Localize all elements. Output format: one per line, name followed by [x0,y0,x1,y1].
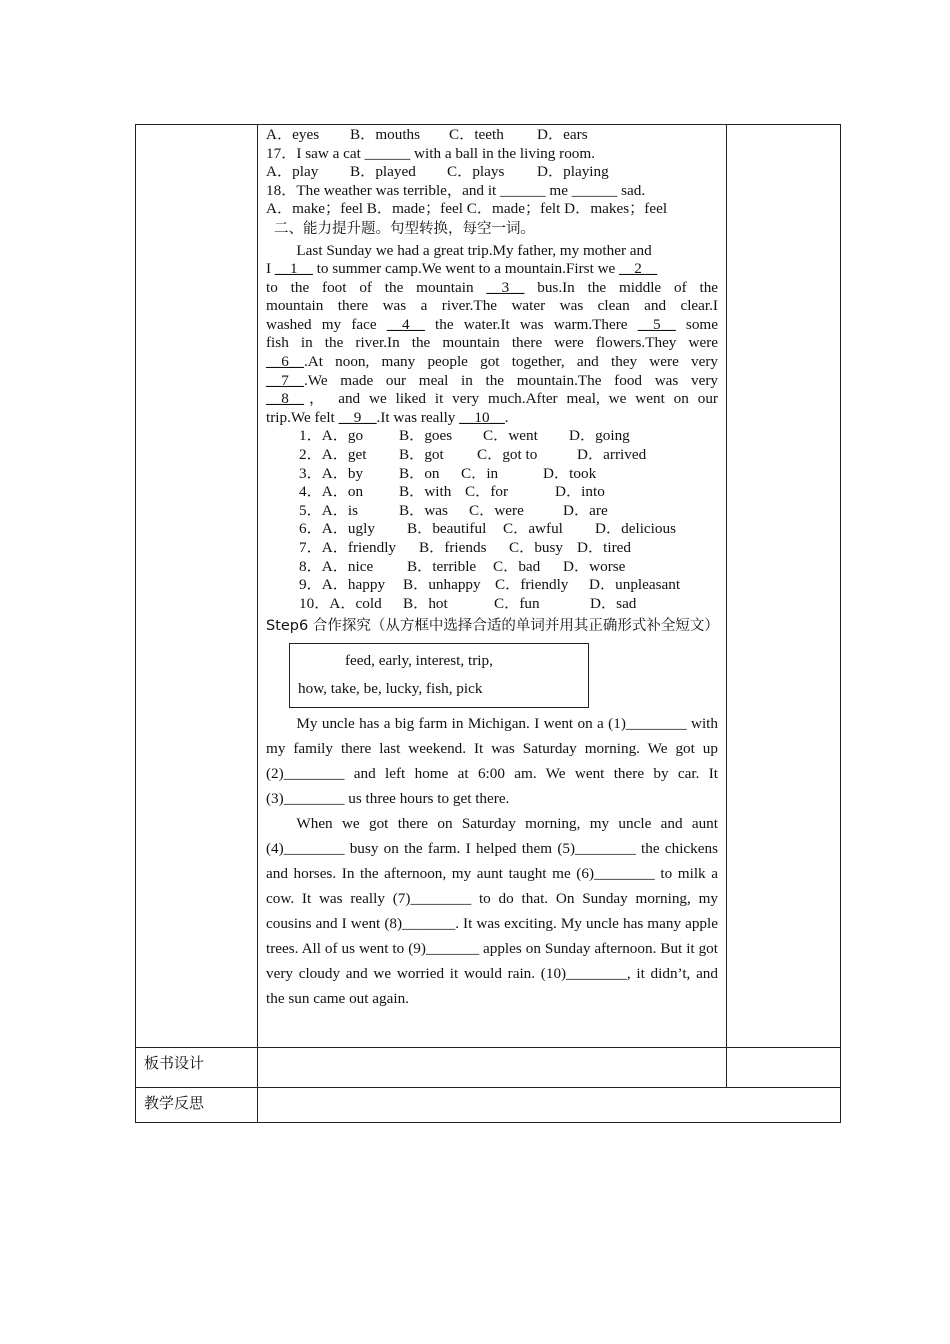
reflection-label: 教学反思 [136,1088,258,1123]
board-design-cell [258,1048,727,1088]
board-design-label: 板书设计 [136,1048,258,1088]
option-row: 8．A．nice B．terrible C．bad D．worse [299,557,626,575]
option-row: 1．A．go B．goes C．went D．going [299,427,630,445]
content-cell [258,125,727,1048]
option-row: 3．A．by B．on C．in D．took [299,464,597,482]
q18-stem: 18．The weather was terrible，and it ______ me ______ sad. [266,181,646,199]
section2-title: 二、能力提升题。句型转换，每空一词。 [274,220,535,237]
q18-options: A．make；feel B．made；feel C．made；felt D．makes；feel [266,200,668,217]
lesson-plan-table [135,124,841,1123]
passage-paragraph-2: When we got there on Saturday morning, my uncle and aunt (4)________ busy on the farm. I helped them (5)________ the chickens and horses. In the afternoon, my aunt taught me (6)________ to milk a cow. It was really (7)________ to do that. On Sunday morning, my cousins and I went (8)_______. It was exciting. My uncle has many apple trees. All of us went to (9)_______ apples on Sunday afternoon. But it got very cloudy and we worried it would rain. (10)________, it didn’t, and the sun came out again. [266,815,718,1008]
option-row: 4．A．on B．with C．for D．into [299,483,605,501]
option-row: 10．A．cold B．hot C．fun D．sad [299,594,637,612]
reflection-cell [258,1088,841,1123]
word-box: feed, early, interest, trip, how, take, be, lucky, fish, pick [289,643,589,708]
step6-title: Step6 合作探究（从方框中选择合适的单词并用其正确形式补全短文） [266,618,719,635]
passage-paragraph-1: My uncle has a big farm in Michigan. I went on a (1)________ with my family there last weekend. It was Saturday morning. We got up (2)________ and left home at 6:00 am. We went there by car. It (3)________ us three hours to get there. [266,715,718,808]
right-cell [727,125,841,1048]
option-row: 5．A．is B．was C．were D．are [299,501,608,519]
cloze-passage: Last Sunday we had a great trip.My father, my mother and I __1__ to summer camp.We went to a mountain.First we __2__ to the foot of the mountain __3__ bus.In the middle of the mountain there was a river.The water was clean and clear.I washed my face __4__ the water.It was warm.There __5__ some fish in the river.In the mountain there were flowers.They were __6__.At noon, many people got together, and they were very __7__.We made our meal in the mountain.The food was very __8__， and we liked it very much.After meal, we went on our trip.We felt __9__.It was really __10__. [266,241,719,426]
option-row: 7．A．friendly B．friends C．busy D．tired [299,539,631,556]
left-cell [136,125,258,1048]
q17-stem: 17．I saw a cat ______ with a ball in the living room. [266,144,596,162]
option-row: 9．A．happy B．unhappy C．friendly D．unpleasant [299,576,681,594]
option-row: 6．A．ugly B．beautiful C．awful D．delicious [299,520,676,538]
board-design-right-cell [727,1048,841,1088]
q16-options: A．eyes B．mouths C．teeth D．ears [266,126,588,143]
option-row: 2．A．get B．got C．got to D．arrived [299,446,647,464]
q17-options: A．play B．played C．plays D．playing [266,163,609,180]
cloze-options [266,427,718,613]
